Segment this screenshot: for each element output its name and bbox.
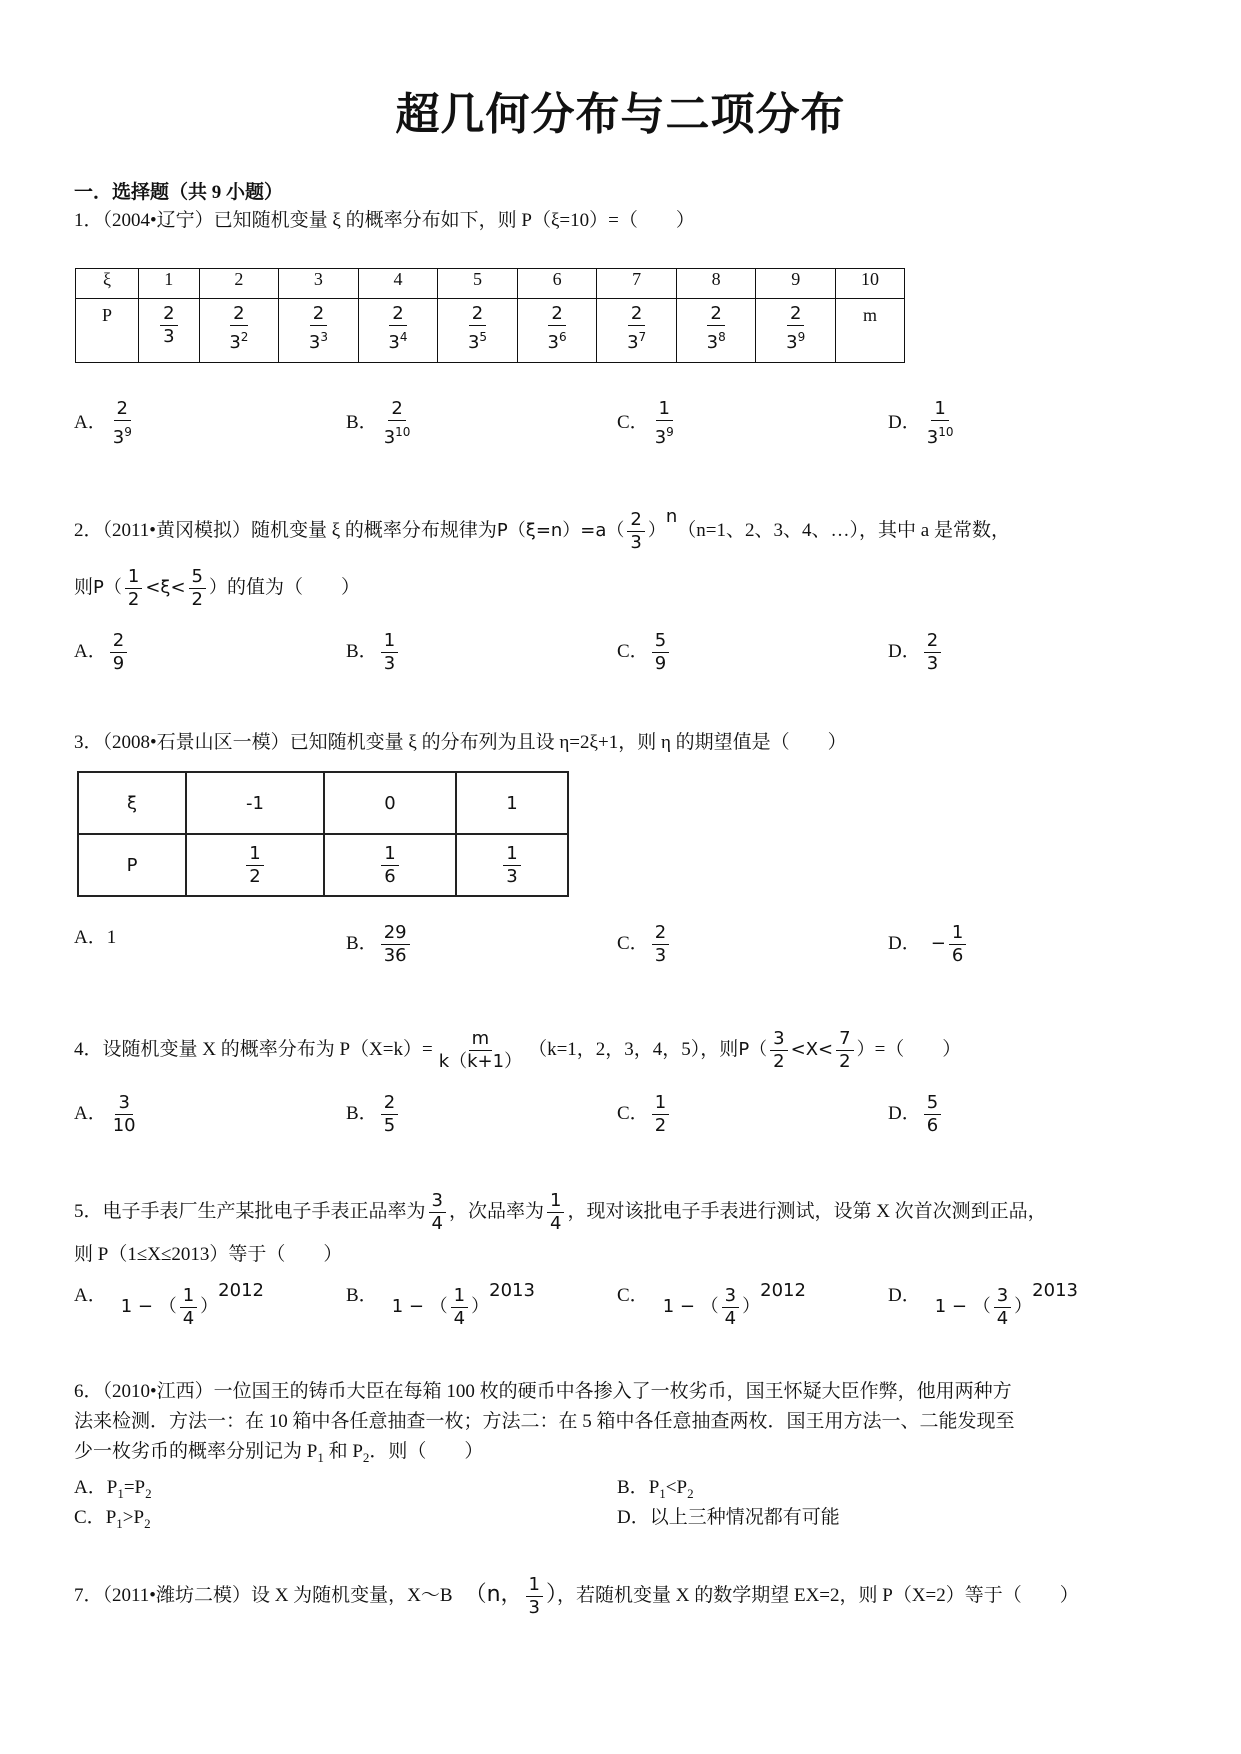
table-cell: $\frac{1}{6}$ — [324, 834, 456, 896]
option-2c[interactable]: C． $\frac{5}{9}$ — [617, 630, 672, 675]
option-5a[interactable]: A．1 − （ $\frac{1}{4}$ ）$^{2012}$ — [74, 1280, 264, 1330]
question-1-table — [75, 268, 905, 363]
question-5-line2: 则 P（1≤X≤2013）等于（ ） — [74, 1244, 343, 1265]
table-row — [78, 834, 568, 896]
question-3-text: 3．（2008•石景山区一模）已知随机变量 ξ 的分布列为且设 η=2ξ+1，则 η 的期望值是（ ） — [74, 732, 847, 753]
table-cell: 1 — [456, 772, 568, 834]
table-cell — [597, 299, 677, 363]
table-cell: ξ — [76, 269, 139, 299]
question-6-line2: 法来检测．方法一：在 10 箱中各任意抽查一枚；方法二：在 5 箱中各任意抽查两枚．国王用方法一、二能发现至 — [74, 1411, 1015, 1432]
option-6b[interactable]: B．$P_1<P_2$ — [617, 1477, 694, 1501]
table-cell — [199, 299, 279, 363]
option-3b[interactable]: B． $\frac{29}{36}$ — [346, 922, 413, 967]
table-row — [76, 269, 905, 299]
question-7-text: 7．（2011•潍坊二模）设 X 为随机变量，X～B （n， $\frac{1}{3}$ ），若随机变量 X 的数学期望 EX=2，则 P（X=2）等于（ ） — [74, 1574, 1079, 1618]
fraction: $\frac{2}{3^6}$ — [547, 303, 567, 353]
fraction: $\frac{2}{3^5}$ — [467, 303, 488, 353]
question-1-text: 1．（2004•辽宁）已知随机变量 ξ 的概率分布如下，则 P（ξ=10）=（ ） — [74, 210, 695, 231]
table-cell — [358, 299, 438, 363]
option-3a[interactable]: A．1 — [74, 927, 117, 948]
option-1a[interactable]: A． $\frac{2}{3^9}$ — [74, 398, 132, 448]
fraction: $\frac{2}{3^2}$ — [229, 303, 249, 353]
option-5b[interactable]: B．1 − （ $\frac{1}{4}$ ）$^{2013}$ — [346, 1280, 535, 1330]
option-5c[interactable]: C．1 − （ $\frac{3}{4}$ ）$^{2012}$ — [617, 1280, 806, 1330]
table-cell: $\frac{1}{3}$ — [456, 834, 568, 896]
section-heading: 一．选择题（共 9 小题） — [74, 182, 284, 203]
table-cell: 6 — [517, 269, 597, 299]
table-cell — [279, 299, 359, 363]
question-6-line1: 6．（2010•江西）一位国王的铸币大臣在每箱 100 枚的硬币中各掺入了一枚劣币，国王怀疑大臣作弊，他用两种方 — [74, 1381, 1012, 1402]
table-cell: 5 — [438, 269, 518, 299]
question-2-text: 2．（2011•黄冈模拟）随机变量 ξ 的概率分布规律为P（ξ=n）=a（ $\frac{2}{3}$ ）$^n$（n=1、2、3、4、…），其中 a 是常数， — [74, 506, 1010, 554]
question-6-line3: 少一枚劣币的概率分别记为 $P_1$ 和 $P_2$．则（ ） — [74, 1441, 484, 1465]
table-cell: P — [78, 834, 186, 896]
option-3c[interactable]: C． $\frac{2}{3}$ — [617, 922, 672, 967]
table-cell: 3 — [279, 269, 359, 299]
fraction: $\frac{2}{3^3}$ — [308, 303, 328, 353]
table-cell: 10 — [836, 269, 905, 299]
option-6d[interactable]: D．以上三种情况都有可能 — [617, 1507, 840, 1528]
table-row — [76, 299, 905, 363]
fraction: $\frac{2}{3^7}$ — [627, 303, 647, 353]
table-cell: 9 — [756, 269, 836, 299]
question-2-line2: 则P（ $\frac{1}{2}$ <ξ< $\frac{5}{2}$ ）的值为（ ） — [74, 566, 360, 610]
option-3d[interactable]: D． − $\frac{1}{6}$ — [888, 922, 969, 967]
table-cell — [676, 299, 756, 363]
table-cell: -1 — [186, 772, 324, 834]
option-5d[interactable]: D．1 − （ $\frac{3}{4}$ ）$^{2013}$ — [888, 1280, 1078, 1330]
option-2a[interactable]: A． $\frac{2}{9}$ — [74, 630, 130, 675]
fraction: $\frac{2}{3}$ — [160, 303, 177, 348]
option-2d[interactable]: D． $\frac{2}{3}$ — [888, 630, 944, 675]
question-3-table — [77, 771, 569, 897]
table-cell: 0 — [324, 772, 456, 834]
table-cell — [517, 299, 597, 363]
option-4b[interactable]: B． $\frac{2}{5}$ — [346, 1092, 401, 1137]
option-4c[interactable]: C． $\frac{1}{2}$ — [617, 1092, 672, 1137]
table-cell: m — [836, 299, 905, 363]
option-4d[interactable]: D． $\frac{5}{6}$ — [888, 1092, 944, 1137]
table-cell: 4 — [358, 269, 438, 299]
option-2b[interactable]: B． $\frac{1}{3}$ — [346, 630, 401, 675]
option-1b[interactable]: B． $\frac{2}{3^{10}}$ — [346, 398, 411, 448]
option-1c[interactable]: C． $\frac{1}{3^9}$ — [617, 398, 674, 448]
table-cell: 8 — [676, 269, 756, 299]
option-1d[interactable]: D． $\frac{1}{3^{10}}$ — [888, 398, 954, 448]
table-cell — [438, 299, 518, 363]
table-cell — [756, 299, 836, 363]
fraction: $\frac{2}{3^4}$ — [388, 303, 408, 353]
table-cell: 7 — [597, 269, 677, 299]
fraction: $\frac{2}{3^8}$ — [706, 303, 726, 353]
fraction: $\frac{2}{3^9}$ — [786, 303, 806, 353]
table-cell: $\frac{1}{2}$ — [186, 834, 324, 896]
table-row — [78, 772, 568, 834]
table-cell: 2 — [199, 269, 279, 299]
question-5-text: 5．电子手表厂生产某批电子手表正品率为 $\frac{3}{4}$ ，次品率为 $\frac{1}{4}$ ，现对该批电子手表进行测试，设第 X 次首次测到正品， — [74, 1190, 1047, 1234]
option-6c[interactable]: C．$P_1>P_2$ — [74, 1507, 151, 1531]
question-4-text: 4．设随机变量 X 的概率分布为 P（X=k）= $\frac{m}{k(k+1)}$ （k=1，2，3，4，5），则P（ $\frac{3}{2}$ <X< $\frac{7}{2}$ ）=（ ） — [74, 1028, 962, 1072]
table-cell: 1 — [139, 269, 200, 299]
table-cell — [139, 299, 200, 363]
option-4a[interactable]: A． $\frac{3}{10}$ — [74, 1092, 136, 1136]
table-cell: P — [76, 299, 139, 363]
page-title: 超几何分布与二项分布 — [395, 89, 846, 140]
table-cell: ξ — [78, 772, 186, 834]
option-6a[interactable]: A．$P_1=P_2$ — [74, 1477, 152, 1501]
